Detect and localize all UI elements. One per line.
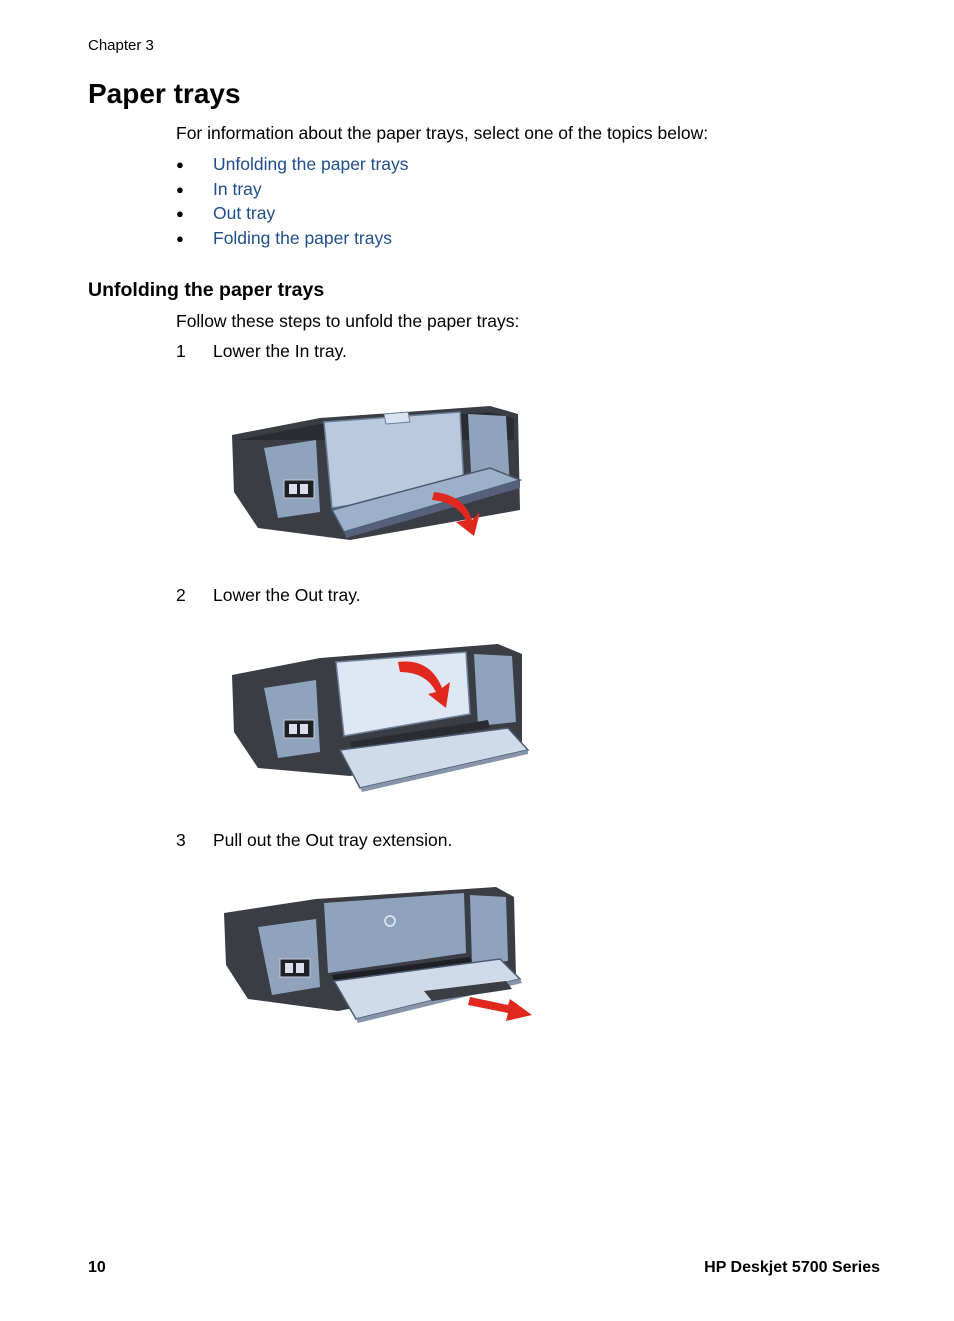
bullet: ● bbox=[176, 181, 184, 197]
printer-out-tray-lowered-icon bbox=[220, 640, 540, 795]
list-item bbox=[176, 177, 409, 202]
step-text: Lower the In tray. bbox=[213, 341, 347, 361]
product-name: HP Deskjet 5700 Series bbox=[704, 1259, 880, 1276]
step-3 bbox=[176, 830, 452, 851]
step-text: Pull out the Out tray extension. bbox=[213, 830, 453, 850]
printer-tray-extension-icon bbox=[220, 883, 550, 1038]
list-item bbox=[176, 201, 409, 226]
link-out-tray[interactable]: Out tray bbox=[213, 203, 276, 224]
intro-text: For information about the paper trays, select one of the topics below: bbox=[176, 123, 709, 143]
bullet: ● bbox=[176, 206, 184, 222]
step-number: 2 bbox=[176, 585, 186, 605]
bullet: ● bbox=[176, 156, 184, 172]
page-title: Paper trays bbox=[88, 78, 241, 109]
section-title: Unfolding the paper trays bbox=[88, 279, 325, 301]
step-1 bbox=[176, 341, 347, 362]
link-folding-paper-trays[interactable]: Folding the paper trays bbox=[213, 227, 392, 248]
chapter-label: Chapter 3 bbox=[88, 37, 154, 54]
step-2 bbox=[176, 585, 361, 606]
topic-list bbox=[176, 152, 409, 251]
bullet: ● bbox=[176, 230, 184, 246]
link-unfolding-paper-trays[interactable]: Unfolding the paper trays bbox=[213, 153, 409, 174]
page-number: 10 bbox=[88, 1259, 106, 1276]
list-item bbox=[176, 152, 409, 177]
step-number: 3 bbox=[176, 830, 186, 850]
printer-in-tray-lowered-icon bbox=[220, 400, 540, 545]
list-item bbox=[176, 226, 409, 251]
link-in-tray[interactable]: In tray bbox=[213, 178, 262, 199]
step-number: 1 bbox=[176, 341, 186, 361]
section-lead: Follow these steps to unfold the paper trays: bbox=[176, 311, 520, 331]
step-text: Lower the Out tray. bbox=[213, 585, 361, 605]
